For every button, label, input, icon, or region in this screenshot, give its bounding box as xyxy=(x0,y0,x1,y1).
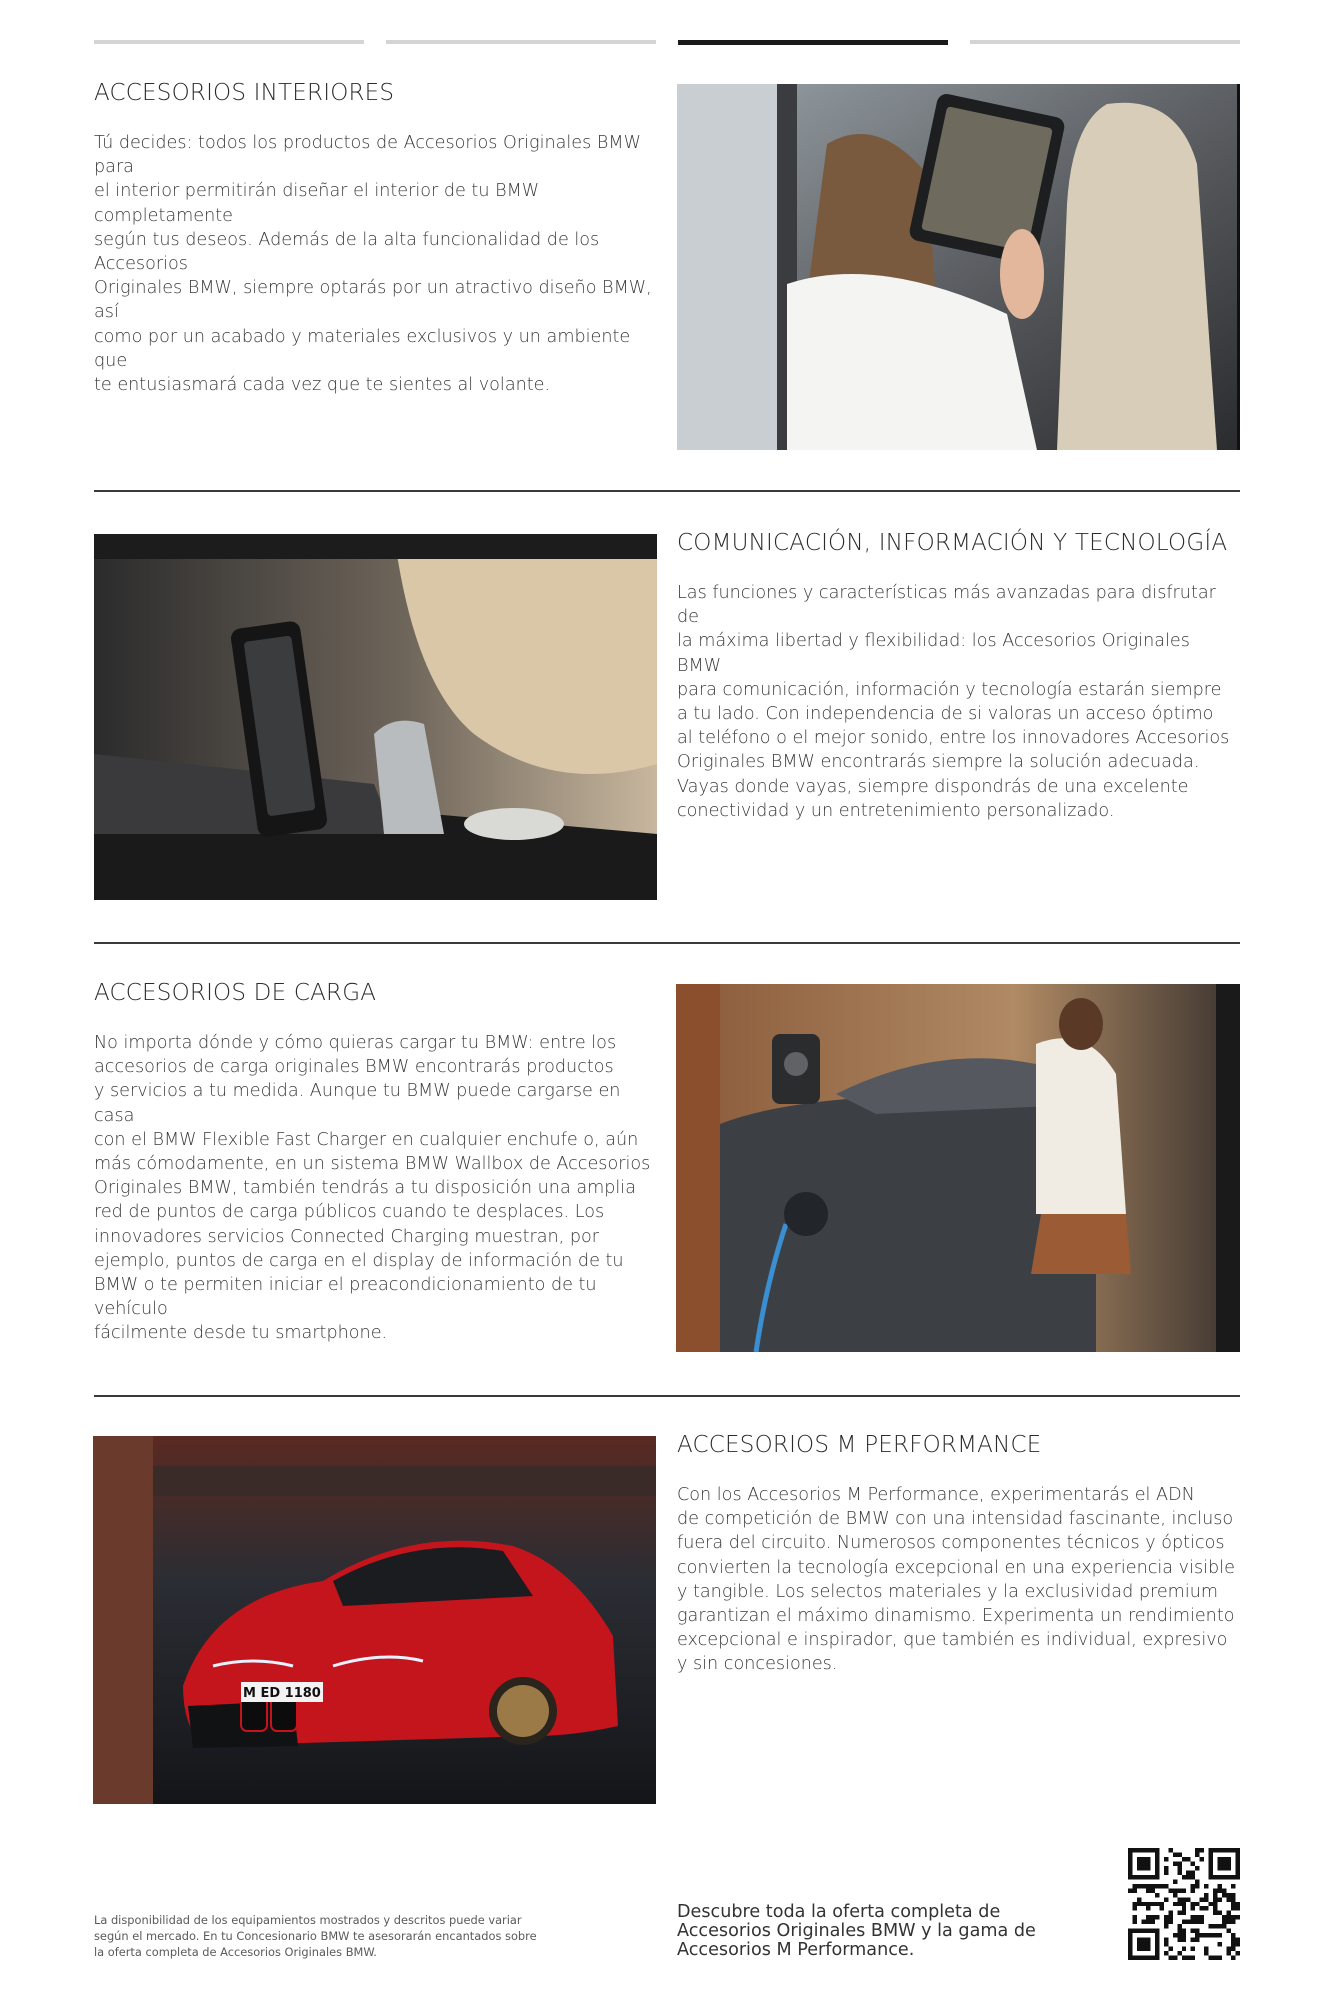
car-plate-text: M ED 1180 xyxy=(243,1686,321,1701)
section-title-comunicacion: COMUNICACIÓN, INFORMACIÓN Y TECNOLOGÍA xyxy=(677,530,1228,556)
section-text-m-performance: Con los Accesorios M Performance, experimentarás el ADN de competición de BMW con una intensidad fascinante, incluso fuera del circuito. Numerosos componentes técnicos y ópticos convierten la tecnología excepcional en una experiencia visible y tangible. Los selectos materiales y la exclusividad premium garantizan el máximo dinamismo. Experimenta un rendimiento excepcional e inspirador, que también es individual, expresivo y sin concesiones. xyxy=(677,1485,1235,1675)
section-divider-1 xyxy=(94,490,1240,492)
section-text-comunicacion: Las funciones y características más avanzadas para disfrutar de la máxima libertad y flexibilidad: los Accesorios Originales BMW para comunicación, información y tecnología estarán siempre a tu lado. Con independencia de si valoras un acceso óptimo al teléfono o el mejor sonido, entre los innovadores Accesorios Originales BMW encontrarás siempre la solución adecuada. Vayas donde vayas, siempre dispondrás de una excelente conectividad y un entretenimiento personalizado. xyxy=(677,583,1230,821)
section-title-interiores: ACCESORIOS INTERIORES xyxy=(94,80,395,106)
progress-segment-3-active xyxy=(678,40,948,45)
offer-cta-text: Descubre toda la oferta completa de Accesorios Originales BMW y la gama de Accesorios M Performance. xyxy=(677,1902,1036,1960)
qr-code-icon xyxy=(1128,1848,1240,1960)
section-title-m-performance: ACCESORIOS M PERFORMANCE xyxy=(677,1432,1042,1458)
section-title-carga: ACCESORIOS DE CARGA xyxy=(94,980,377,1006)
photo-wallbox-charging xyxy=(676,984,1240,1352)
page-progress-indicator xyxy=(94,40,1240,44)
section-text-interiores: Tú decides: todos los productos de Accesorios Originales BMW para el interior permitirán diseñar el interior de tu BMW completamente según tus deseos. Además de la alta funcionalidad de los Accesorios Originales BMW, siempre optarás por un atractivo diseño BMW, así como por un acabado y materiales exclusivos y un ambiente que te entusiasmará cada vez que te sientes al volante. xyxy=(94,133,652,396)
photo-smartphone-holder-console xyxy=(94,534,657,900)
market-availability-disclaimer: La disponibilidad de los equipamientos mostrados y descritos puede variar según el mercado. En tu Concesionario BMW te asesorarán encantados sobre la oferta completa de Accesorios Originales BMW. xyxy=(94,1913,537,1959)
section-divider-3 xyxy=(94,1395,1240,1397)
section-divider-2 xyxy=(94,942,1240,944)
progress-segment-2 xyxy=(386,40,656,44)
qr-code[interactable] xyxy=(1128,1848,1240,1960)
progress-segment-4 xyxy=(970,40,1240,44)
photo-bmw-m-performance-car xyxy=(93,1436,656,1804)
section-text-carga: No importa dónde y cómo quieras cargar tu BMW: entre los accesorios de carga originales BMW encontrarás productos y servicios a tu medida. Aunque tu BMW puede cargarse en casa con el BMW Flexible Fast Charger en cualquier enchufe o, aún más cómodamente, en un sistema BMW Wallbox de Accesorios Originales BMW, también tendrás a tu disposición una amplia red de puntos de carga públicos cuando te desplaces. Los innovadores servicios Connected Charging muestran, por ejemplo, puntos de carga en el display de información de tu BMW o te permiten iniciar el preacondicionamiento de tu vehículo fácilmente desde tu smartphone. xyxy=(94,1033,651,1344)
progress-segment-1 xyxy=(94,40,364,44)
photo-tablet-headrest-holder xyxy=(677,84,1240,450)
